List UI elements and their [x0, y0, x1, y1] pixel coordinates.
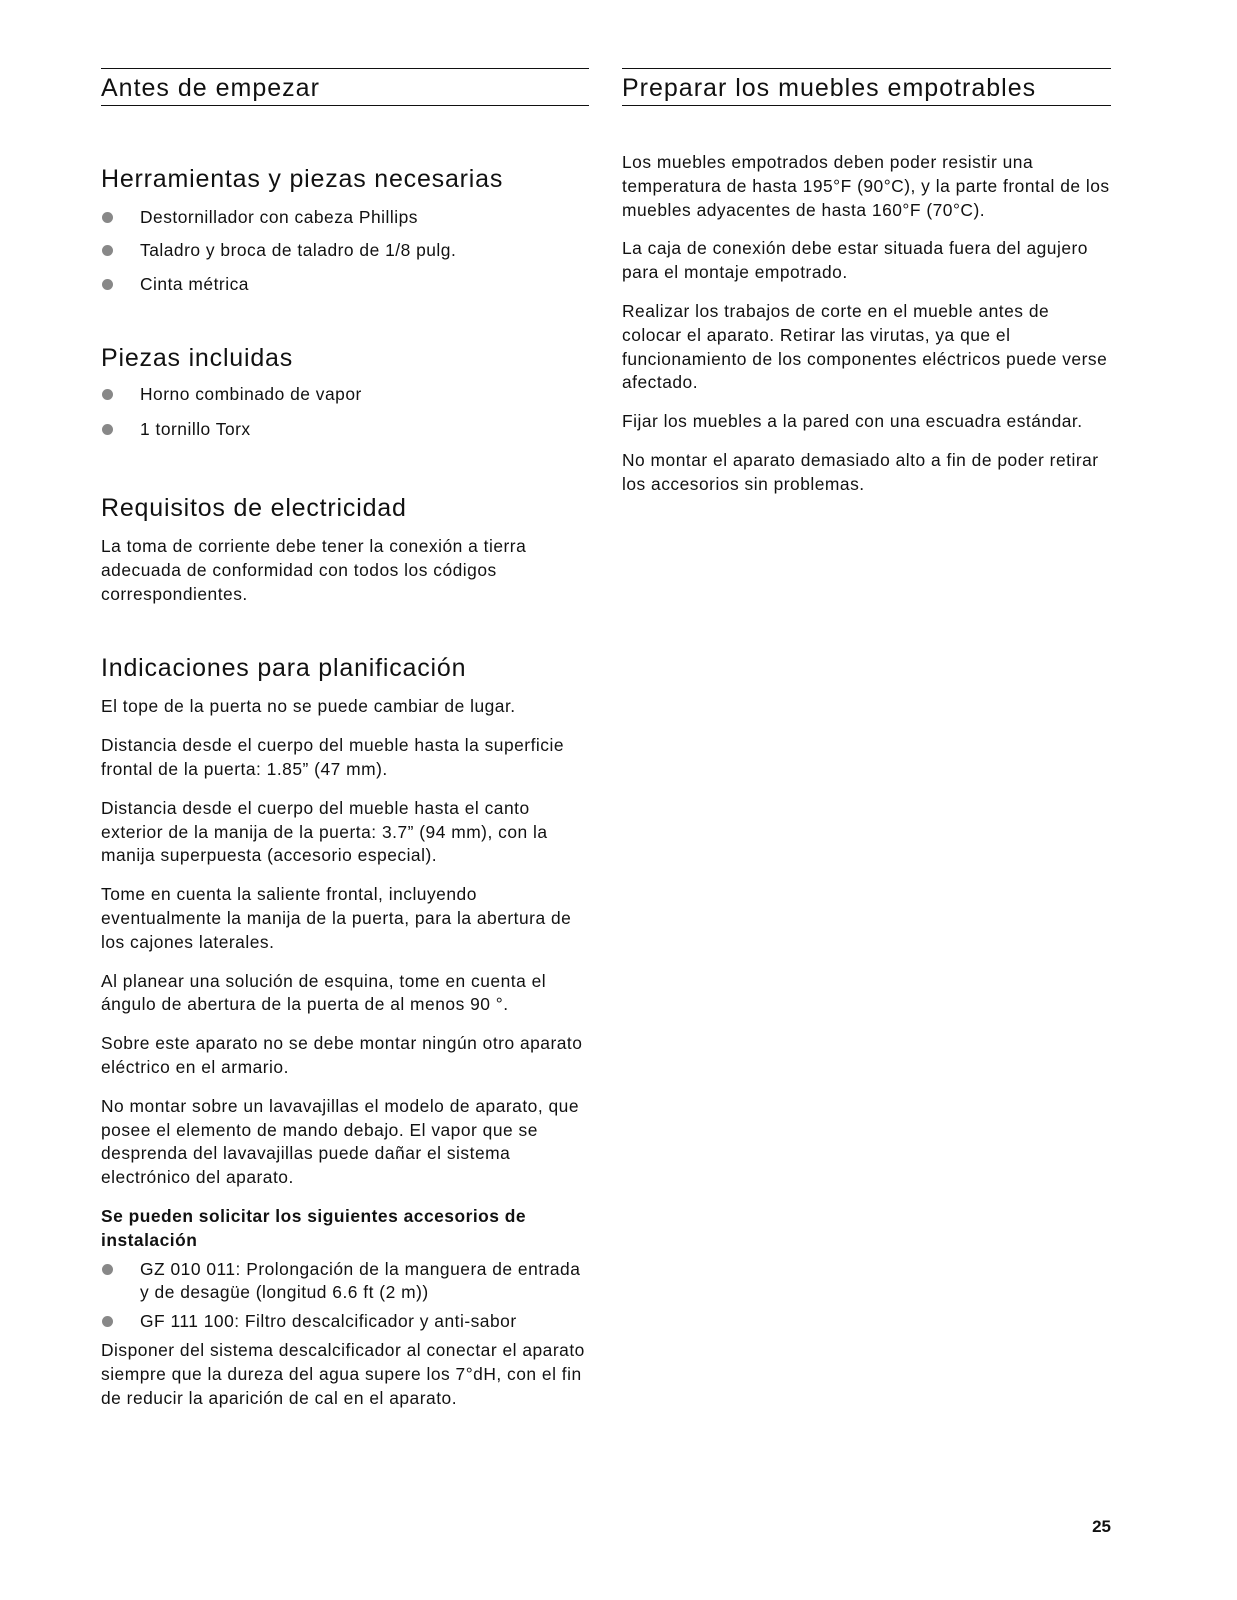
- bullet-icon: [102, 245, 113, 256]
- planning-paragraph: Distancia desde el cuerpo del mueble hasta la superficie frontal de la puerta: 1.85” (47 mm).: [101, 735, 565, 779]
- section-title-antes-de-empezar: Antes de empezar: [101, 68, 589, 106]
- heading-requisitos-electricidad: Requisitos de electricidad: [101, 493, 407, 522]
- planning-paragraph: El tope de la puerta no se puede cambiar de lugar.: [101, 696, 516, 717]
- tools-list: [101, 206, 589, 296]
- planning-paragraph: Tome en cuenta la saliente frontal, incluyendo eventualmente la manija de la puerta, para la abertura de los cajones laterales.: [101, 884, 572, 952]
- list-item: Taladro y broca de taladro de 1/8 pulg.: [101, 239, 589, 263]
- heading-indicaciones-planificacion: Indicaciones para planificación: [101, 654, 467, 683]
- list-item: Cinta métrica: [101, 273, 589, 297]
- included-list: [101, 383, 589, 442]
- planning-paragraph: Al planear una solución de esquina, tome en cuenta el ángulo de abertura de la puerta de al menos 90 °.: [101, 970, 547, 1015]
- bullet-icon: [102, 279, 113, 290]
- list-item: Destornillador con cabeza Phillips: [101, 206, 589, 230]
- accessories-list: [101, 1258, 589, 1334]
- right-paragraph: Realizar los trabajos de corte en el mueble antes de colocar el aparato. Retirar las virutas, ya que el funcionamiento de los componentes eléctricos puede verse afectado.: [622, 300, 1108, 393]
- right-paragraph: Los muebles empotrados deben poder resistir una temperatura de hasta 195°F (90°C), y la parte frontal de los muebles adyacentes de hasta 160°F (70°C).: [622, 152, 1110, 220]
- planning-paragraph: Sobre este aparato no se debe montar ningún otro aparato eléctrico en el armario.: [101, 1033, 583, 1077]
- page-number: 25: [1092, 1517, 1111, 1536]
- bullet-icon: [102, 1316, 113, 1327]
- right-paragraph: Fijar los muebles a la pared con una escuadra estándar.: [622, 411, 1083, 432]
- right-column: [622, 68, 1111, 497]
- list-item: GZ 010 011: Prolongación de la manguera de entrada y de desagüe (longitud 6.6 ft (2 m)): [101, 1258, 589, 1306]
- left-column: [101, 68, 589, 1410]
- right-paragraph: No montar el aparato demasiado alto a fin de poder retirar los accesorios sin problemas.: [622, 449, 1099, 494]
- right-paragraph: La caja de conexión debe estar situada fuera del agujero para el montaje empotrado.: [622, 238, 1088, 283]
- bullet-icon: [102, 389, 113, 400]
- electric-paragraph: La toma de corriente debe tener la conexión a tierra adecuada de conformidad con todos los códigos correspondientes.: [101, 535, 527, 604]
- list-item: 1 tornillo Torx: [101, 418, 589, 442]
- section-title-preparar-muebles: Preparar los muebles empotrables: [622, 68, 1111, 106]
- list-item: Horno combinado de vapor: [101, 383, 589, 407]
- closing-paragraph: Disponer del sistema descalcificador al conectar el aparato siempre que la dureza del agua supere los 7°dH, con el fin de reducir la aparición de cal en el aparato.: [101, 1339, 585, 1408]
- accessories-heading: Se pueden solicitar los siguientes accesorios de instalación: [101, 1205, 527, 1250]
- list-item: GF 111 100: Filtro descalcificador y anti-sabor: [101, 1310, 589, 1334]
- heading-piezas-incluidas: Piezas incluidas: [101, 344, 294, 373]
- planning-paragraph: Distancia desde el cuerpo del mueble hasta el canto exterior de la manija de la puerta: 3.7” (94 mm), con la manija superpuesta (accesorio especial).: [101, 797, 548, 866]
- bullet-icon: [102, 212, 113, 223]
- bullet-icon: [102, 424, 113, 435]
- planning-paragraph: No montar sobre un lavavajillas el modelo de aparato, que posee el elemento de mando debajo. El vapor que se desprenda del lavavajillas puede dañar el sistema electrónico del aparato.: [101, 1095, 580, 1188]
- bullet-icon: [102, 1264, 113, 1275]
- heading-herramientas: Herramientas y piezas necesarias: [101, 165, 504, 193]
